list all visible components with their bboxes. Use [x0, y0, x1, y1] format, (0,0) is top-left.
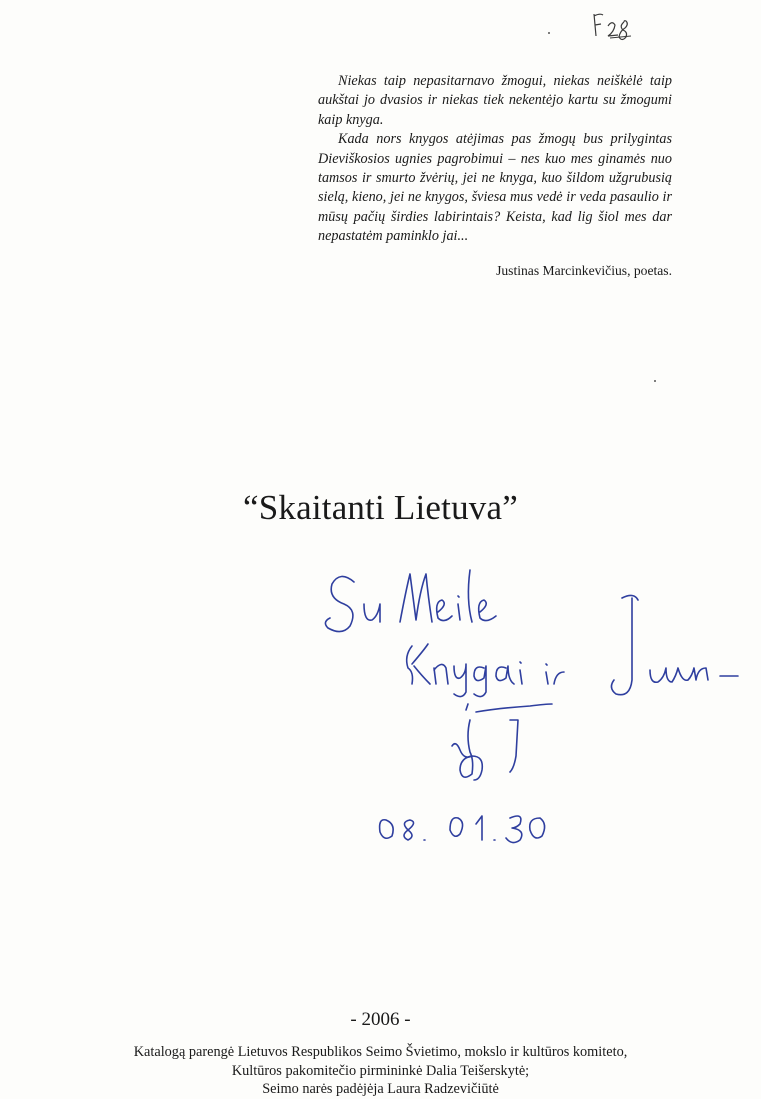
catalog-title: “Skaitanti Lietuva”: [243, 488, 518, 527]
handwritten-dedication: [320, 560, 750, 860]
credits: [0, 1043, 761, 1099]
epigraph-paragraph: Kada nors knygos atėjimas pas žmogų bus prilygintas Dieviškosios ugnies pagrobimui – nes kuo mes ginamės nuo tamsos ir smurto žvėrių, jei ne knyga, kuo šildom užgrubusią sielą, kieno, jei ne knygos, šviesa mus vedė ir veda pasaulio ir mūsų pačių širdies labirintais? Keista, kad lig šiol mes dar nepastatėm paminklo jai...: [318, 131, 672, 245]
publication-year: - 2006 -: [350, 1009, 411, 1030]
credits-line: Kultūros pakomitečio pirmininkė Dalia Teišerskytė;: [231, 1062, 530, 1079]
epigraph-paragraph: Niekas taip nepasitarnavo žmogui, niekas neiškėlė taip aukštai jo dvasios ir niekas tiek nekentėjo kartu su žmogumi kaip knyga.: [318, 73, 672, 128]
credits-line: Seimo narės padėjėja Laura Radzevičiūtė: [262, 1081, 499, 1097]
scan-speck: [548, 32, 550, 34]
scan-speck: [654, 380, 656, 382]
epigraph-attribution: Justinas Marcinkevičius, poetas.: [496, 263, 672, 278]
credits-line: Katalogą parengė Lietuvos Respublikos Seimo Švietimo, mokslo ir kultūros komiteto,: [133, 1044, 628, 1060]
epigraph-quote: [318, 72, 672, 247]
archive-mark: [588, 8, 638, 44]
